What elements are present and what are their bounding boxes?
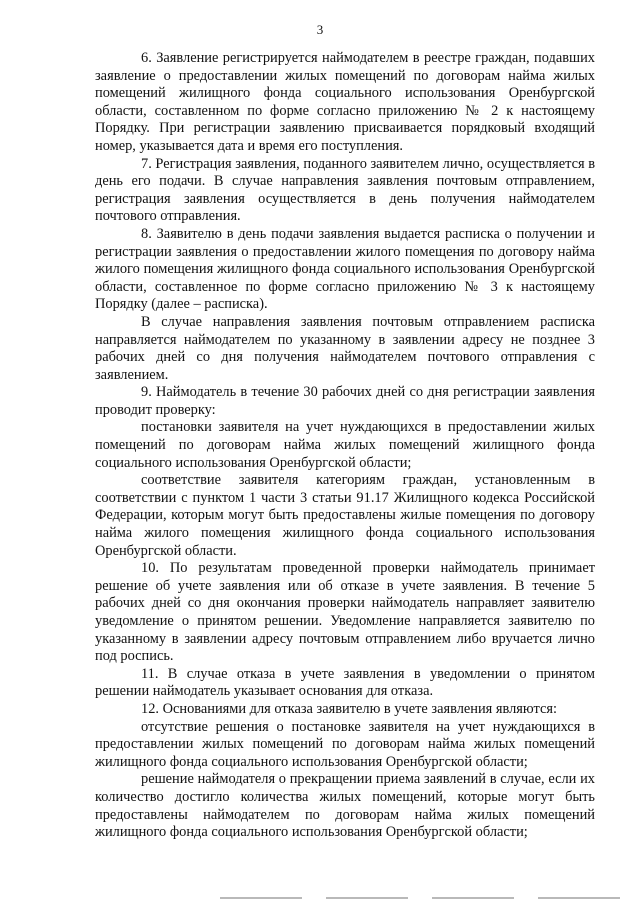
paragraph-8-continuation: В случае направления заявления почтовым отправлением расписка направляется наймодателем по указанному в заявлении адресу не позднее 3 рабочих дней со дня получения наймодателем почтового отправления с заявлением.	[95, 313, 595, 383]
paragraph-9: 9. Наймодатель в течение 30 рабочих дней со дня регистрации заявления проводит проверку:	[95, 384, 595, 418]
paragraph-11: 11. В случае отказа в учете заявления в уведомлении о принятом решении наймодатель указывает основания для отказа.	[95, 665, 595, 700]
scan-mark	[220, 897, 302, 899]
scan-mark	[326, 897, 408, 899]
paragraph-12: 12. Основаниями для отказа заявителю в учете заявления являются:	[141, 700, 557, 717]
scan-mark	[538, 897, 620, 899]
paragraph-8: 8. Заявителю в день подачи заявления выдается расписка о получении и регистрации заявления о предоставлении жилого помещения по договору найма жилого помещения жилищного фонда социального использования Оренбургской области, составленное по форме согласно приложению № 3 к настоящему Порядку (далее – расписка).	[95, 225, 595, 313]
scan-mark	[432, 897, 514, 899]
paragraph-7: 7. Регистрация заявления, поданного заявителем лично, осуществляется в день его подачи. В случае направления заявления почтовым отправлением, регистрация заявления осуществляется в день получения наймодателем почтового отправления.	[95, 155, 595, 225]
paragraph-6: 6. Заявление регистрируется наймодателем в реестре граждан, подавших заявление о предоставлении жилых помещений по договорам найма жилых помещений жилищного фонда социального использования Оренбургской области, составленном по форме согласно приложению № 2 к настоящему Порядку. При регистрации заявлению присваивается порядковый входящий номер, указывается дата и время его поступления.	[95, 50, 595, 154]
paragraph-9-item-1: постановки заявителя на учет нуждающихся в предоставлении жилых помещений по договорам найма жилых помещений жилищного фонда социального использования Оренбургской области;	[95, 419, 595, 471]
page-number: 3	[316, 22, 324, 37]
paragraph-9-item-2: соответствие заявителя категориям граждан, установленным в соответствии с пунктом 1 части 3 статьи 91.17 Жилищного кодекса Российской Федерации, которым могут быть предоставлены жилые помещения по договору найма жилого помещения жилищного фонда социального использования Оренбургской области.	[95, 472, 595, 559]
paragraph-10: 10. По результатам проведенной проверки наймодатель принимает решение об учете заявления или об отказе в учете заявления. В течение 5 рабочих дней со дня окончания проверки наймодатель направляет заявителю уведомление о принятом решении. Уведомление направляется заявителю по указанному в заявлении адресу почтовым отправлением либо вручается лично под роспись.	[95, 560, 595, 665]
scan-edge-marks	[220, 897, 620, 901]
paragraph-12-item-2: решение наймодателя о прекращении приема заявлений в случае, если их количество достигло количества жилых помещений, которые могут быть предоставлены наймодателем по договорам найма жилых помещений жилищного фонда социального использования Оренбургской области;	[95, 771, 595, 841]
document-body	[95, 50, 595, 842]
paragraph-12-item-1: отсутствие решения о постановке заявителя на учет нуждающихся в предоставлении жилых помещений по договорам найма жилых помещений жилищного фонда социального использования Оренбургской области;	[95, 718, 595, 770]
